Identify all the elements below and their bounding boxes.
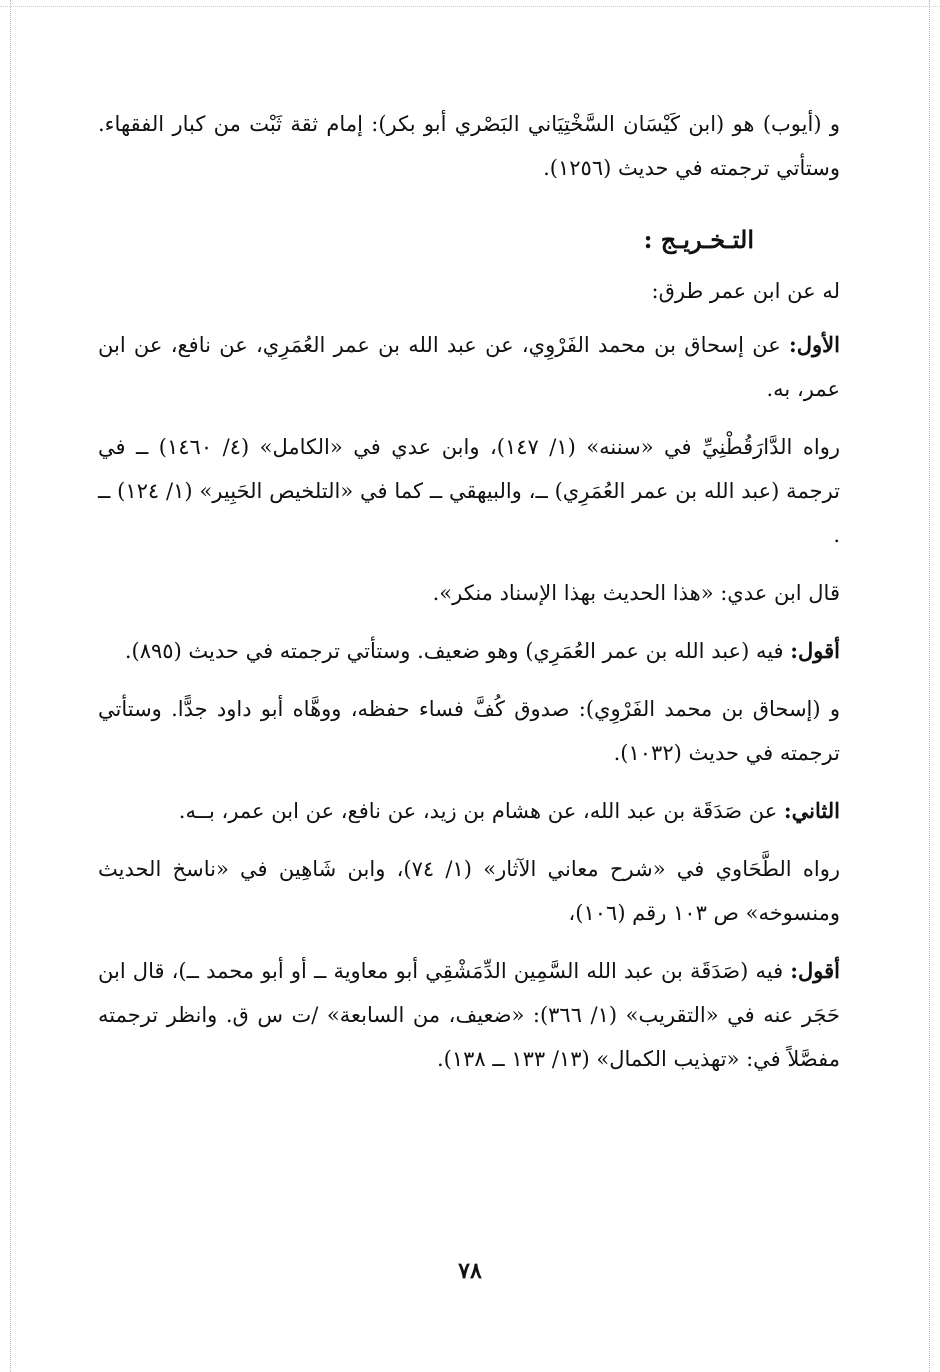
paragraph-ibn-adi: قال ابن عدي: «هذا الحديث بهذا الإسناد منكر». xyxy=(432,581,840,605)
comment-sadaqa-lead: أقول: xyxy=(790,958,840,983)
paragraph-comment-umari xyxy=(98,629,840,673)
scan-edge-left xyxy=(10,0,11,1372)
section-heading-wrap xyxy=(98,218,840,263)
paragraph-tahawi: رواه الطَّحَاوي في «شرح معاني الآثار» (١/ ٧٤)، وابن شَاهِين في «ناسخ الحديث ومنسوخه» ص ١٠٣ رقم (١٠٦)، xyxy=(98,857,840,925)
comment-umari-lead: أقول: xyxy=(790,638,840,663)
paragraph-daraqutni: رواه الدَّارَقُطْنِيِّ في «سننه» (١/ ١٤٧)، وابن عدي في «الكامل» (٤/ ١٤٦٠) ــ في ترجمة (عبد الله بن عمر العُمَرِي) ــ، والبيهقي ــ كما في «التلخيص الحَبِير» (١/ ١٢٤) ــ . xyxy=(98,435,840,547)
paragraph-second-route xyxy=(98,789,840,833)
first-route-text: عن إسحاق بن محمد الفَرْوِي، عن عبد الله بن عمر العُمَرِي، عن نافع، عن ابن عمر، به. xyxy=(98,333,840,401)
body-text xyxy=(98,102,840,1095)
scan-edge-right xyxy=(929,0,930,1372)
comment-sadaqa-text: فيه (صَدَقَة بن عبد الله السَّمِين الدِّمَشْقِي أبو معاوية ــ أو أبو محمد ــ)، قال ابن حَجَر عنه في «التقريب» (١/ ٣٦٦): «ضعيف، من السابعة» /ت س ق. وانظر ترجمته مفصَّلاً في: «تهذيب الكمال» (١٣/ ١٣٣ ــ ١٣٨). xyxy=(98,959,840,1071)
second-route-lead: الثاني: xyxy=(783,798,840,823)
scan-edge-top xyxy=(0,6,940,7)
page-number: ٧٨ xyxy=(458,1258,482,1284)
paragraph-first-route xyxy=(98,323,840,411)
section-heading: التـخـريـج : xyxy=(643,225,754,254)
first-route-lead: الأول: xyxy=(789,332,840,357)
paragraph-comment-sadaqa xyxy=(98,949,840,1081)
paragraph-farwi: و (إسحاق بن محمد الفَرْوِي): صدوق كُفَّ فساء حفظه، ووهَّاه أبو داود جدًّا. وستأتي ترجمته في حديث (١٠٣٢). xyxy=(98,697,840,765)
paragraph-routes: له عن ابن عمر طرق: xyxy=(651,279,840,303)
paragraph-ayyub: و (أيوب) هو (ابن كَيْسَان السَّخْتِيَاني البَصْري أبو بكر): إمام ثقة ثَبْت من كبار الفقهاء. وستأتي ترجمته في حديث (١٢٥٦). xyxy=(98,112,840,180)
comment-umari-text: فيه (عبد الله بن عمر العُمَرِي) وهو ضعيف. وستأتي ترجمته في حديث (٨٩٥). xyxy=(124,639,791,663)
second-route-text: عن صَدَقَة بن عبد الله، عن هشام بن زيد، عن نافع، عن ابن عمر، بــه. xyxy=(178,799,784,823)
